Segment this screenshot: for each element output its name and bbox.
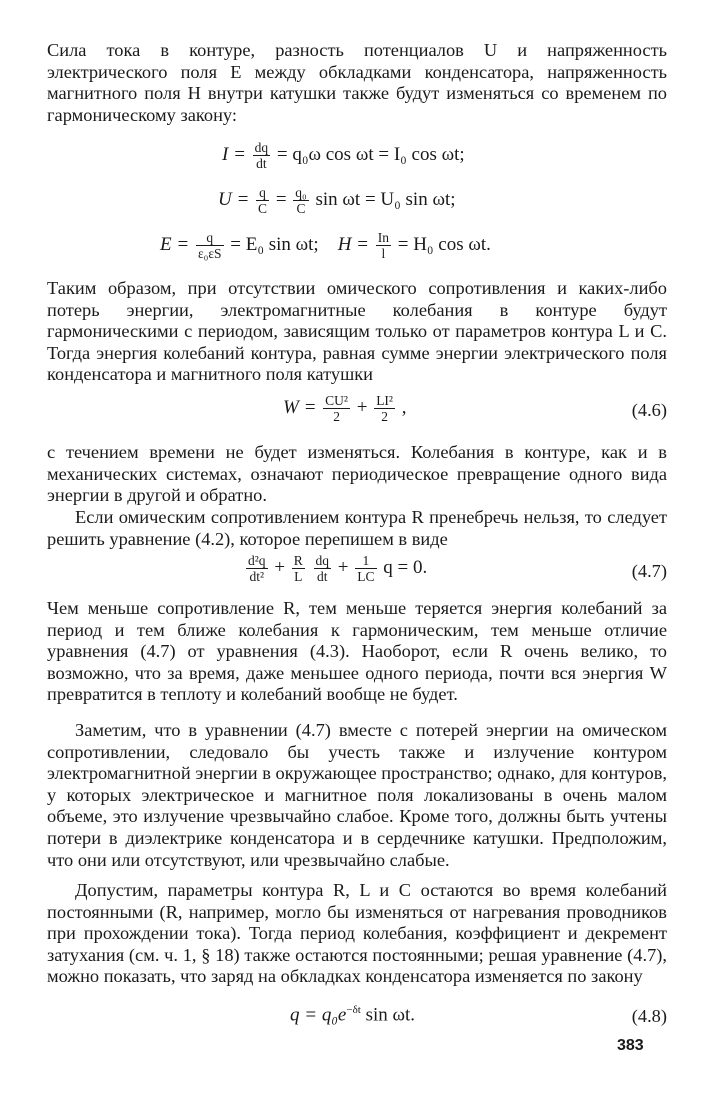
fraction xyxy=(292,553,305,584)
frac-num: In xyxy=(377,230,389,245)
fraction xyxy=(246,553,268,584)
frac-num: 1 xyxy=(355,553,376,569)
eq-op: + xyxy=(337,556,349,578)
frac-num: dq xyxy=(315,553,330,568)
frac-num: q xyxy=(196,230,224,246)
frac-den: C xyxy=(258,201,268,216)
eq-tail: q = 0. xyxy=(383,556,428,578)
frac-den: ε₀εS xyxy=(197,246,222,261)
frac-den: dt xyxy=(317,569,328,584)
fraction xyxy=(314,553,332,584)
page-number: 383 xyxy=(617,1037,644,1054)
frac-den: dt² xyxy=(249,569,265,584)
eq-mid: = E₀ sin ωt; xyxy=(230,233,319,255)
paragraph-6: Заметим, что в уравнении (4.7) вместе с потерей энергии на омическом сопротивлении, следовало бы учесть также и излучение контуром электромагнитной энергии в окружающее пространство; однако, для контуров, у которых электрическое и магнитное поля локализованы в очень малом объеме, это излучение чрезвычайно слабое. Кроме того, должны быть учтены потери в диэлектрике конденсатора и в сердечнике катушки. Предположим, что они или отсутствуют, или чрезвычайно слабые. xyxy=(47,720,667,870)
fraction xyxy=(323,393,350,424)
equation-number: (4.7) xyxy=(631,561,667,581)
frac-num: CU² xyxy=(325,393,348,408)
frac-num: LI² xyxy=(376,393,393,408)
frac-den: L xyxy=(294,569,303,584)
eq-op: = xyxy=(275,188,287,210)
eq-rest: = H₀ cos ωt. xyxy=(397,233,491,255)
frac-den: 2 xyxy=(381,409,388,424)
eq-lhs: U = xyxy=(218,188,250,210)
fraction xyxy=(376,230,391,261)
fraction xyxy=(253,140,271,171)
equation-number: (4.6) xyxy=(631,400,667,420)
fraction xyxy=(196,230,224,261)
frac-den: 2 xyxy=(333,409,340,424)
fraction xyxy=(293,185,308,216)
paragraph-1: Сила тока в контуре, разность потенциалов U и напряженность электрического поля E между обкладками конденсатора, напряженность магнитного поля H внутри катушки также будут изменяться со временем по гармоническому закону: xyxy=(47,40,667,125)
frac-num: d²q xyxy=(248,553,266,568)
eq-rest: = q₀ω cos ωt = I₀ cos ωt; xyxy=(276,143,465,165)
paragraph-2: Таким образом, при отсутствии омического сопротивления и каких-либо потерь энергии, электромагнитные колебания в контуре будут гармоническими с периодом, зависящим только от параметров контура L и C. Тогда энергия колебаний контура, равная сумме энергии электрического поля конденсатора и магнитного поля катушки xyxy=(47,278,667,385)
paragraph-4: Если омическим сопротивлением контура R пренебречь нельзя, то следует решить уравнение (4.2), которое перепишем в виде xyxy=(47,507,667,549)
frac-num: q xyxy=(256,185,269,201)
eq-lhs: E = xyxy=(160,233,190,255)
frac-den: l xyxy=(381,246,386,261)
equation-number: (4.8) xyxy=(631,1006,667,1026)
equation-charge xyxy=(290,1004,415,1026)
eq-tail: , xyxy=(401,396,407,418)
fraction xyxy=(355,553,376,584)
eq-lhs-2: H = xyxy=(337,233,369,255)
frac-den: LC xyxy=(357,569,375,584)
eq-op: + xyxy=(356,396,368,418)
frac-den: dt xyxy=(256,156,267,171)
paragraph-3: с течением времени не будет изменяться. Колебания в контуре, как и в механических системах, означают периодическое превращение одного вида энергии в другой и обратно. xyxy=(47,442,667,506)
eq-lhs: q = q₀e xyxy=(290,1004,347,1026)
paragraph-7: Допустим, параметры контура R, L и C остаются во время колебаний постоянными (R, например, могло бы изменяться от нагревания проводников при прохождении тока). Тогда период колебания, коэффициент и декремент затухания (см. ч. 1, § 18) также остаются постоянными; решая уравнение (4.7), можно показать, что заряд на обкладках конденсатора изменяется по закону xyxy=(47,880,667,987)
paragraph-5: Чем меньше сопротивление R, тем меньше теряется энергия колебаний за период и тем ближе колебания к гармоническим, тем меньше отличие уравнения (4.7) от уравнения (4.3). Наоборот, если R очень велико, то возможно, что за время, даже меньшее одного периода, почти вся энергия W превратится в теплоту и колебаний вообще не будет. xyxy=(47,598,667,705)
eq-lhs: W = xyxy=(283,396,317,418)
eq-rest: sin ωt = U₀ sin ωt; xyxy=(315,188,456,210)
fraction xyxy=(256,185,269,216)
eq-exponent: −δt xyxy=(346,1004,361,1016)
eq-op: + xyxy=(274,556,286,578)
frac-num: q₀ xyxy=(295,185,307,200)
eq-lhs: I = xyxy=(222,143,246,165)
equation-energy xyxy=(283,393,406,424)
equation-damped xyxy=(244,553,427,584)
frac-num: R xyxy=(293,553,303,568)
equation-voltage xyxy=(218,185,456,216)
fraction xyxy=(374,393,395,424)
frac-den: C xyxy=(296,201,306,216)
frac-num: dq xyxy=(254,140,269,155)
eq-rest: sin ωt. xyxy=(365,1004,416,1026)
equation-current xyxy=(222,140,465,171)
equation-fields xyxy=(160,230,491,261)
